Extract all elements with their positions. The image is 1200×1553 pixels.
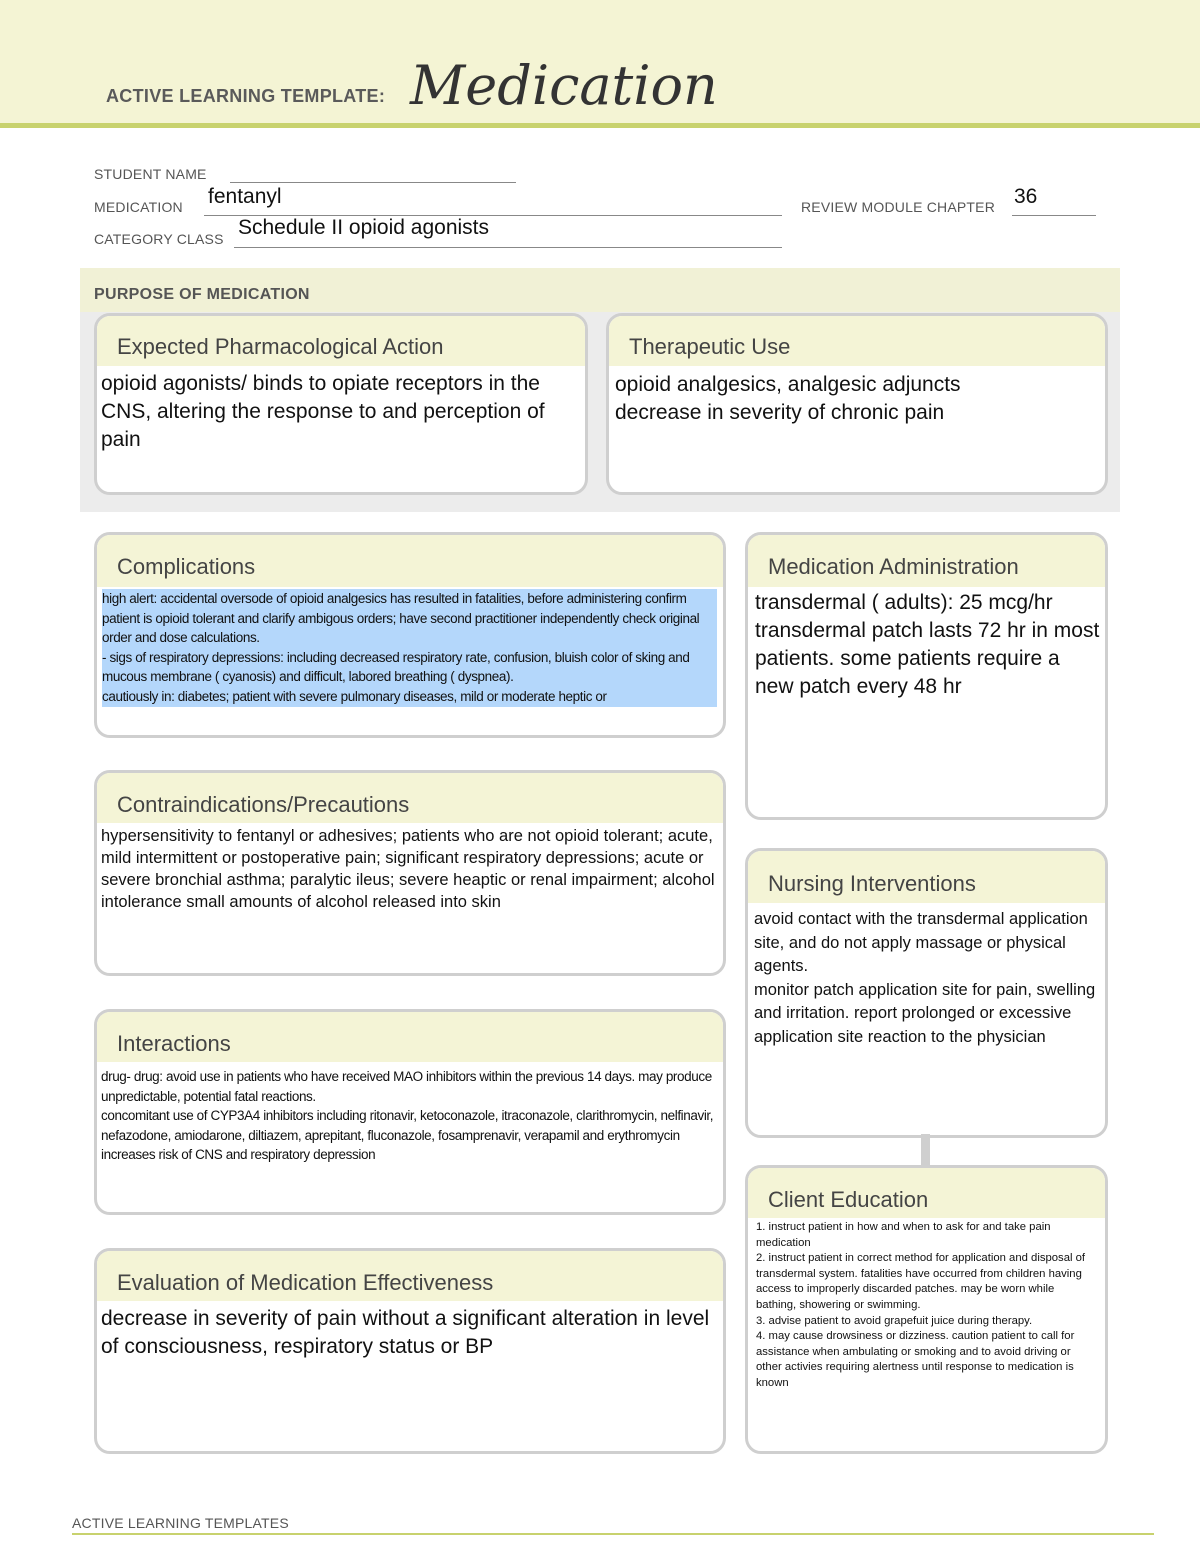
medication-field[interactable]: fentanyl (208, 185, 282, 208)
category-field[interactable]: Schedule II opioid agonists (238, 216, 490, 239)
expected-action-title: Expected Pharmacological Action (117, 334, 444, 359)
expected-action-text[interactable]: opioid agonists/ binds to opiate receptors in the CNS, altering the response to and perception of pain (101, 372, 545, 451)
education-card (745, 1165, 1108, 1454)
contraindications-text[interactable]: hypersensitivity to fentanyl or adhesives; patients who are not opioid tolerant; acute, mild intermittent or postoperative pain; significant respiratory depressions; acute or severe bronchial asthma; paralytic ileus; severe heaptic or renal impairment; alcohol intolerance small amounts of alcohol released into skin (101, 827, 715, 911)
complications-text[interactable]: high alert: accidental oversode of opioid analgesics has resulted in fatalities, before administering confirm patient is opioid tolerant and clarify ambigous orders; have second practitioner independently check original order and dose calculations. - sigs of respiratory depressions: including decreased respiratory rate, confusion, bluish color of sking and mucous membrane ( cyanosis) and difficult, labored breathing ( dyspnea). cautiously in: diabetes; patient with severe pulmonary diseases, mild or moderate heptic or (102, 589, 717, 707)
complications-card (94, 532, 726, 738)
expected-action-card (94, 313, 588, 495)
purpose-title: PURPOSE OF MEDICATION (94, 286, 310, 303)
administration-card (745, 532, 1108, 820)
administration-text[interactable]: transdermal ( adults): 25 mcg/hr transdermal patch lasts 72 hr in most patients. some patients require a new patch every 48 hr (755, 591, 1100, 698)
education-text[interactable]: 1. instruct patient in how and when to ask for and take pain medication 2. instruct patient in correct method for application and disposal of transdermal system. fatalities have occurred from children having access to improperly discarded patches. may be worn while bathing, showering or swimming. 3. advise patient to avoid grapefuit juice during therapy. 4. may cause drowsiness or dizziness. caution patient to call for assistance when ambulating or smoking and to avoid driving or other activies requiring alertness until response to medication is known (756, 1221, 1086, 1389)
contraindications-card (94, 770, 726, 976)
contraindications-title: Contraindications/Precautions (117, 792, 410, 817)
category-line (234, 247, 782, 248)
template-label: ACTIVE LEARNING TEMPLATE: (106, 86, 386, 106)
chapter-line (1012, 215, 1096, 216)
interactions-title: Interactions (117, 1031, 231, 1056)
chapter-label: REVIEW MODULE CHAPTER (801, 199, 995, 215)
interactions-text[interactable]: drug- drug: avoid use in patients who have received MAO inhibitors within the previous 14 days. may produce unpredictable, potential fatal reactions. concomitant use of CYP3A4 inhibitors including ritonavir, ketoconazole, itraconazole, clarithromycin, nelfinavir, nefazodone, amiodarone, diltiazem, aprepitant, fluconazole, fosamprenavir, verapamil and erythromycin increases risk of CNS and respiratory depression (101, 1069, 714, 1162)
footer-label: ACTIVE LEARNING TEMPLATES (72, 1515, 289, 1531)
therapeutic-use-card (606, 313, 1108, 495)
category-label: CATEGORY CLASS (94, 231, 224, 247)
interactions-card (94, 1009, 726, 1215)
header-rule (0, 123, 1200, 128)
medication-label: MEDICATION (94, 199, 183, 215)
chapter-field[interactable]: 36 (1014, 185, 1038, 208)
complications-title: Complications (117, 554, 256, 579)
nursing-card (745, 848, 1108, 1138)
connector (921, 1134, 930, 1166)
education-title: Client Education (768, 1187, 929, 1212)
student-name-label: STUDENT NAME (94, 166, 207, 182)
evaluation-text[interactable]: decrease in severity of pain without a significant alteration in level of consciousness, respiratory status or BP (101, 1307, 710, 1358)
evaluation-card (94, 1248, 726, 1454)
therapeutic-use-title: Therapeutic Use (629, 334, 791, 359)
nursing-title: Nursing Interventions (768, 871, 976, 896)
therapeutic-use-text[interactable]: opioid analgesics, analgesic adjuncts decrease in severity of chronic pain (615, 373, 961, 424)
page-title: Medication (410, 54, 718, 117)
nursing-text[interactable]: avoid contact with the transdermal application site, and do not apply massage or physical agents. monitor patch application site for pain, swelling and irritation. report prolonged or excessive application site reaction to the physician (754, 910, 1096, 1046)
evaluation-title: Evaluation of Medication Effectiveness (117, 1270, 494, 1295)
student-name-line[interactable] (230, 182, 516, 183)
footer-rule (72, 1533, 1154, 1535)
administration-title: Medication Administration (768, 554, 1019, 579)
